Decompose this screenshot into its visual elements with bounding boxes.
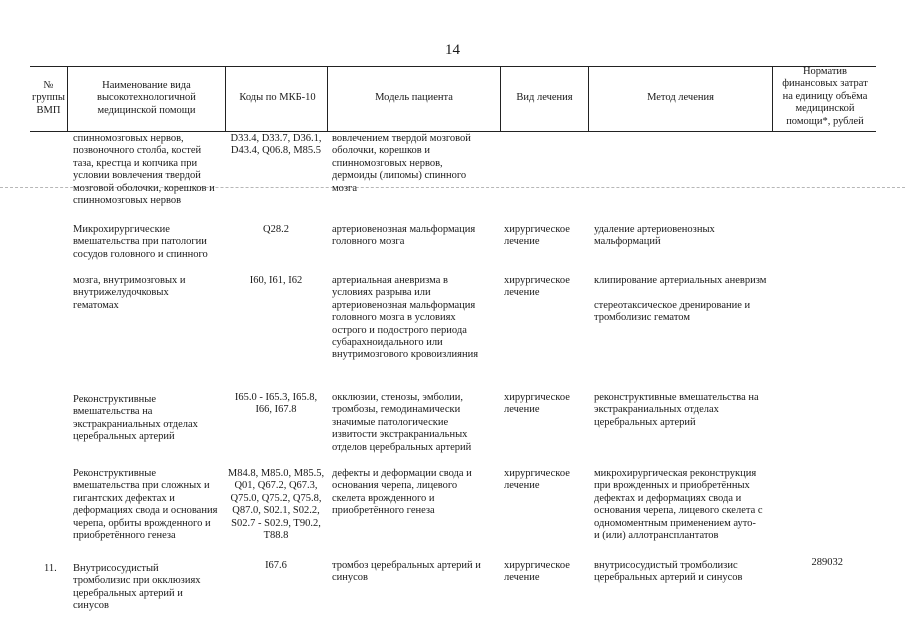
row-type: хирургическое лечение [504, 468, 570, 492]
row-icd: D33.4, D33.7, D36.1, D43.4, Q06.8, M85.5 [230, 133, 322, 157]
header-norm: Норматив финансовых затрат на единицу объёма медицинской помощи*, рублей [782, 65, 868, 127]
row-method: реконструктивные вмешательства на экстракраниальных отделах церебральных артерий [594, 392, 759, 428]
row-method: микрохирургическая реконструкция при врожденных и приобретённых дефектах и деформациях свода и основания черепа, лицевого скелета с одномоментным применением ауто- и (или) аллотрансплантатов [594, 468, 763, 542]
row-method: внутрисосудистый тромболизис церебральных артерий и синусов [594, 560, 743, 584]
row-icd: I60, I61, I62 [249, 275, 303, 286]
header-name: Наименование вида высокотехнологичной медицинской помощи [97, 79, 196, 116]
row-name: Реконструктивные вмешательства на экстракраниальных отделах церебральных артерий [73, 394, 198, 443]
row-icd: Q28.2 [263, 224, 289, 235]
row-type: хирургическое лечение [504, 275, 570, 299]
row-model: дефекты и деформации свода и основания черепа, лицевого скелета врожденного и приобретённого генеза [332, 468, 472, 517]
header-icd: Коды по МКБ-10 [239, 92, 316, 104]
row-name: спинномозговых нервов, позвоночного столба, костей таза, крестца и копчика при условии вовлечения твердой мозговой оболочки, корешков и спинномозговых нервов [73, 133, 215, 207]
row-type: хирургическое лечение [504, 560, 570, 584]
row-icd: I65.0 - I65.3, I65.8, I66, I67.8 [234, 392, 318, 416]
row-icd: I67.6 [265, 560, 287, 571]
row-name: мозга, внутримозговых и внутрижелудочковых гематомах [73, 275, 186, 311]
header-bottom-rule [30, 131, 876, 132]
header-divider-2 [225, 66, 226, 131]
row-name: Внутрисосудистый тромболизис при окклюзиях церебральных артерий и синусов [73, 563, 201, 612]
header-model: Модель пациента [375, 92, 453, 104]
row-type: хирургическое лечение [504, 224, 570, 248]
row-name: Микрохирургические вмешательства при патологии сосудов головного и спинного [73, 224, 208, 260]
row-method: клипирование артериальных аневризм стереотаксическое дренирование и тромболизис гематом [594, 275, 767, 324]
header-type: Вид лечения [516, 92, 573, 104]
row-icd: M84.8, M85.0, M85.5, Q01, Q67.2, Q67.3, Q75.0, Q75.2, Q75.8, Q87.0, S02.1, S02.2, S02.7 - S02.9, T90.2, T88.8 [227, 468, 325, 542]
row-model: окклюзии, стенозы, эмболии, тромбозы, гемодинамически значимые патологические извитости экстракраниальных отделов церебральных артерий [332, 392, 472, 453]
row-type: хирургическое лечение [504, 392, 570, 416]
header-method: Метод лечения [647, 92, 714, 104]
row-method: удаление артериовенозных мальформаций [594, 224, 715, 248]
header-group: № группы ВМП [32, 79, 65, 116]
row-group: 11. [44, 563, 57, 574]
row-model: артериальная аневризма в условиях разрыва или артериовенозная мальформация головного мозга в условиях острого и подострого периода субарахноидального или внутримозгового кровоизлияния [332, 275, 479, 361]
row-norm: 289032 [811, 557, 843, 568]
row-model: вовлечением твердой мозговой оболочки, корешков и спинномозговых нервов, дермоиды (липомы) спинного мозга [332, 133, 471, 194]
row-model: артериовенозная мальформация головного мозга [332, 224, 476, 248]
page-number: 14 [445, 42, 460, 58]
row-name: Реконструктивные вмешательства при сложных и гигантских дефектах и деформациях свода и основания черепа, орбиты врожденного и приобретённого генеза [73, 468, 218, 542]
row-model: тромбоз церебральных артерий и синусов [332, 560, 481, 584]
